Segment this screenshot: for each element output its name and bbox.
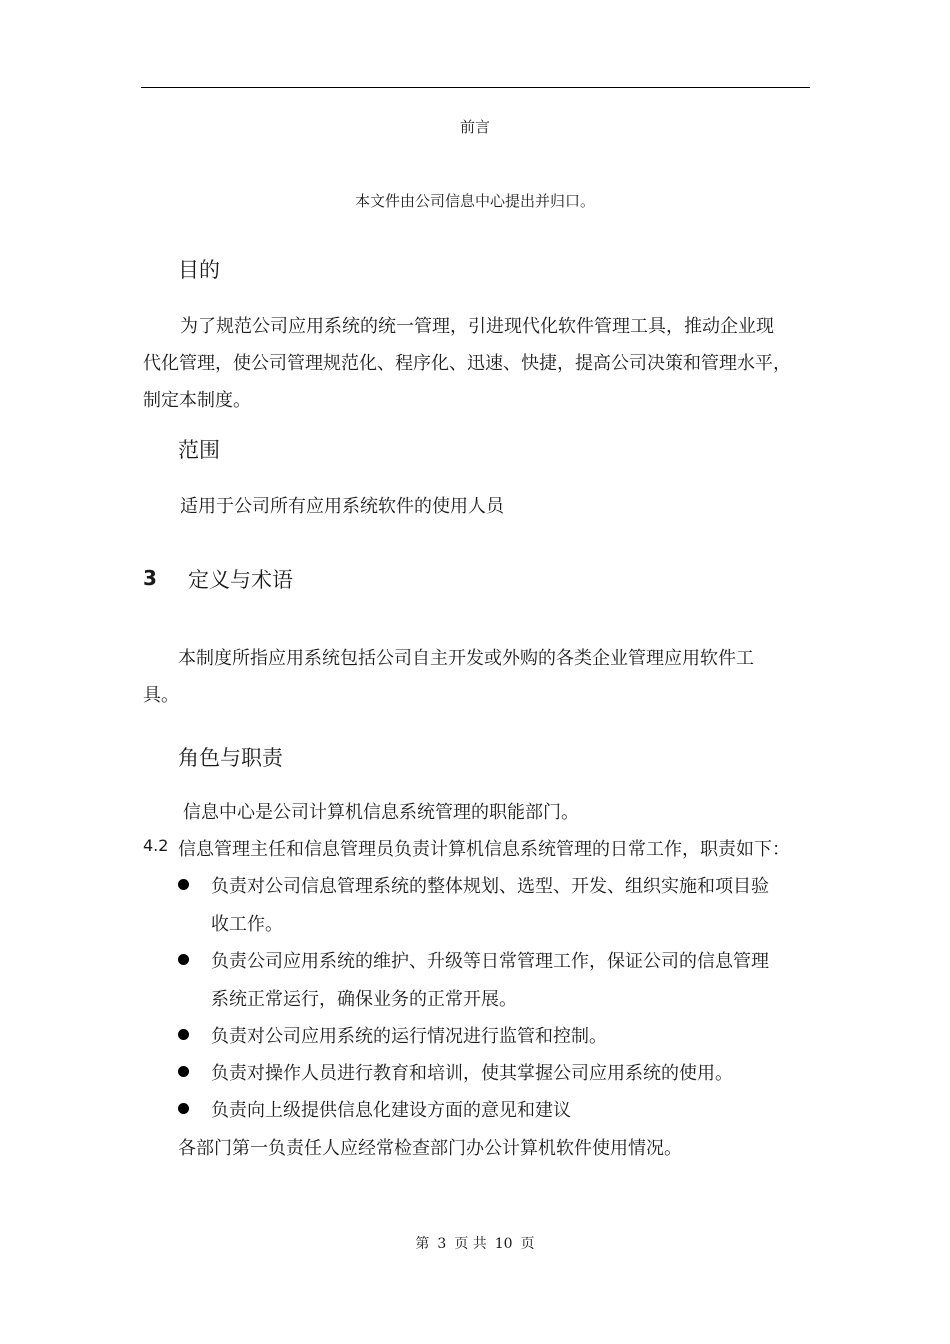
bullet-dot — [178, 1066, 189, 1077]
bullet-dot — [178, 1103, 189, 1114]
purpose-line-3: 制定本制度。 — [143, 390, 251, 411]
purpose-line-2: 代化管理，使公司管理规范化、程序化、迅速、快捷，提高公司决策和管理水平， — [143, 353, 791, 374]
bullet-4: 负责对操作人员进行教育和培训，使其掌握公司应用系统的使用。 — [211, 1063, 733, 1084]
bullet-1-line-1: 负责对公司信息管理系统的整体规划、选型、开发、组织实施和项目验 — [211, 876, 769, 897]
bullet-2-line-2: 系统正常运行，确保业务的正常开展。 — [211, 989, 517, 1010]
footer-page-number: 3 — [437, 1236, 447, 1252]
definitions-line-1: 本制度所指应用系统包括公司自主开发或外购的各类企业管理应用软件工 — [178, 648, 754, 669]
scope-heading: 范围 — [178, 438, 220, 462]
definitions-line-2: 具。 — [143, 685, 179, 706]
purpose-line-1: 为了规范公司应用系统的统一管理，引进现代化软件管理工具，推动企业现 — [180, 316, 774, 337]
bullet-3: 负责对公司应用系统的运行情况进行监管和控制。 — [211, 1026, 607, 1047]
bullet-2-line-1: 负责公司应用系统的维护、升级等日常管理工作，保证公司的信息管理 — [211, 951, 769, 972]
preface-title: 前言 — [459, 118, 490, 136]
footer-middle: 页 共 — [454, 1236, 487, 1252]
page-footer — [0, 1233, 950, 1253]
definitions-number: 3 — [143, 566, 157, 590]
bullet-dot — [178, 1029, 189, 1040]
purpose-heading: 目的 — [178, 258, 220, 282]
footer-suffix: 页 — [520, 1236, 535, 1252]
bullet-5: 负责向上级提供信息化建设方面的意见和建议 — [211, 1100, 571, 1121]
bullet-dot — [178, 954, 189, 965]
roles-item-number: 4.2 — [143, 836, 169, 855]
roles-item-text: 信息管理主任和信息管理员负责计算机信息系统管理的日常工作，职责如下： — [178, 839, 790, 860]
bullet-1-line-2: 收工作。 — [211, 914, 283, 935]
roles-closing: 各部门第一负责任人应经常检查部门办公计算机软件使用情况。 — [178, 1138, 682, 1159]
footer-total-pages: 10 — [494, 1236, 513, 1252]
roles-heading: 角色与职责 — [178, 746, 283, 770]
roles-intro: 信息中心是公司计算机信息系统管理的职能部门。 — [183, 802, 579, 823]
preface-note: 本文件由公司信息中心提出并归口。 — [354, 192, 595, 210]
definitions-heading: 定义与术语 — [188, 568, 293, 592]
footer-prefix: 第 — [415, 1236, 430, 1252]
scope-text: 适用于公司所有应用系统软件的使用人员 — [180, 496, 504, 517]
bullet-dot — [178, 879, 189, 890]
header-rule — [141, 87, 810, 88]
